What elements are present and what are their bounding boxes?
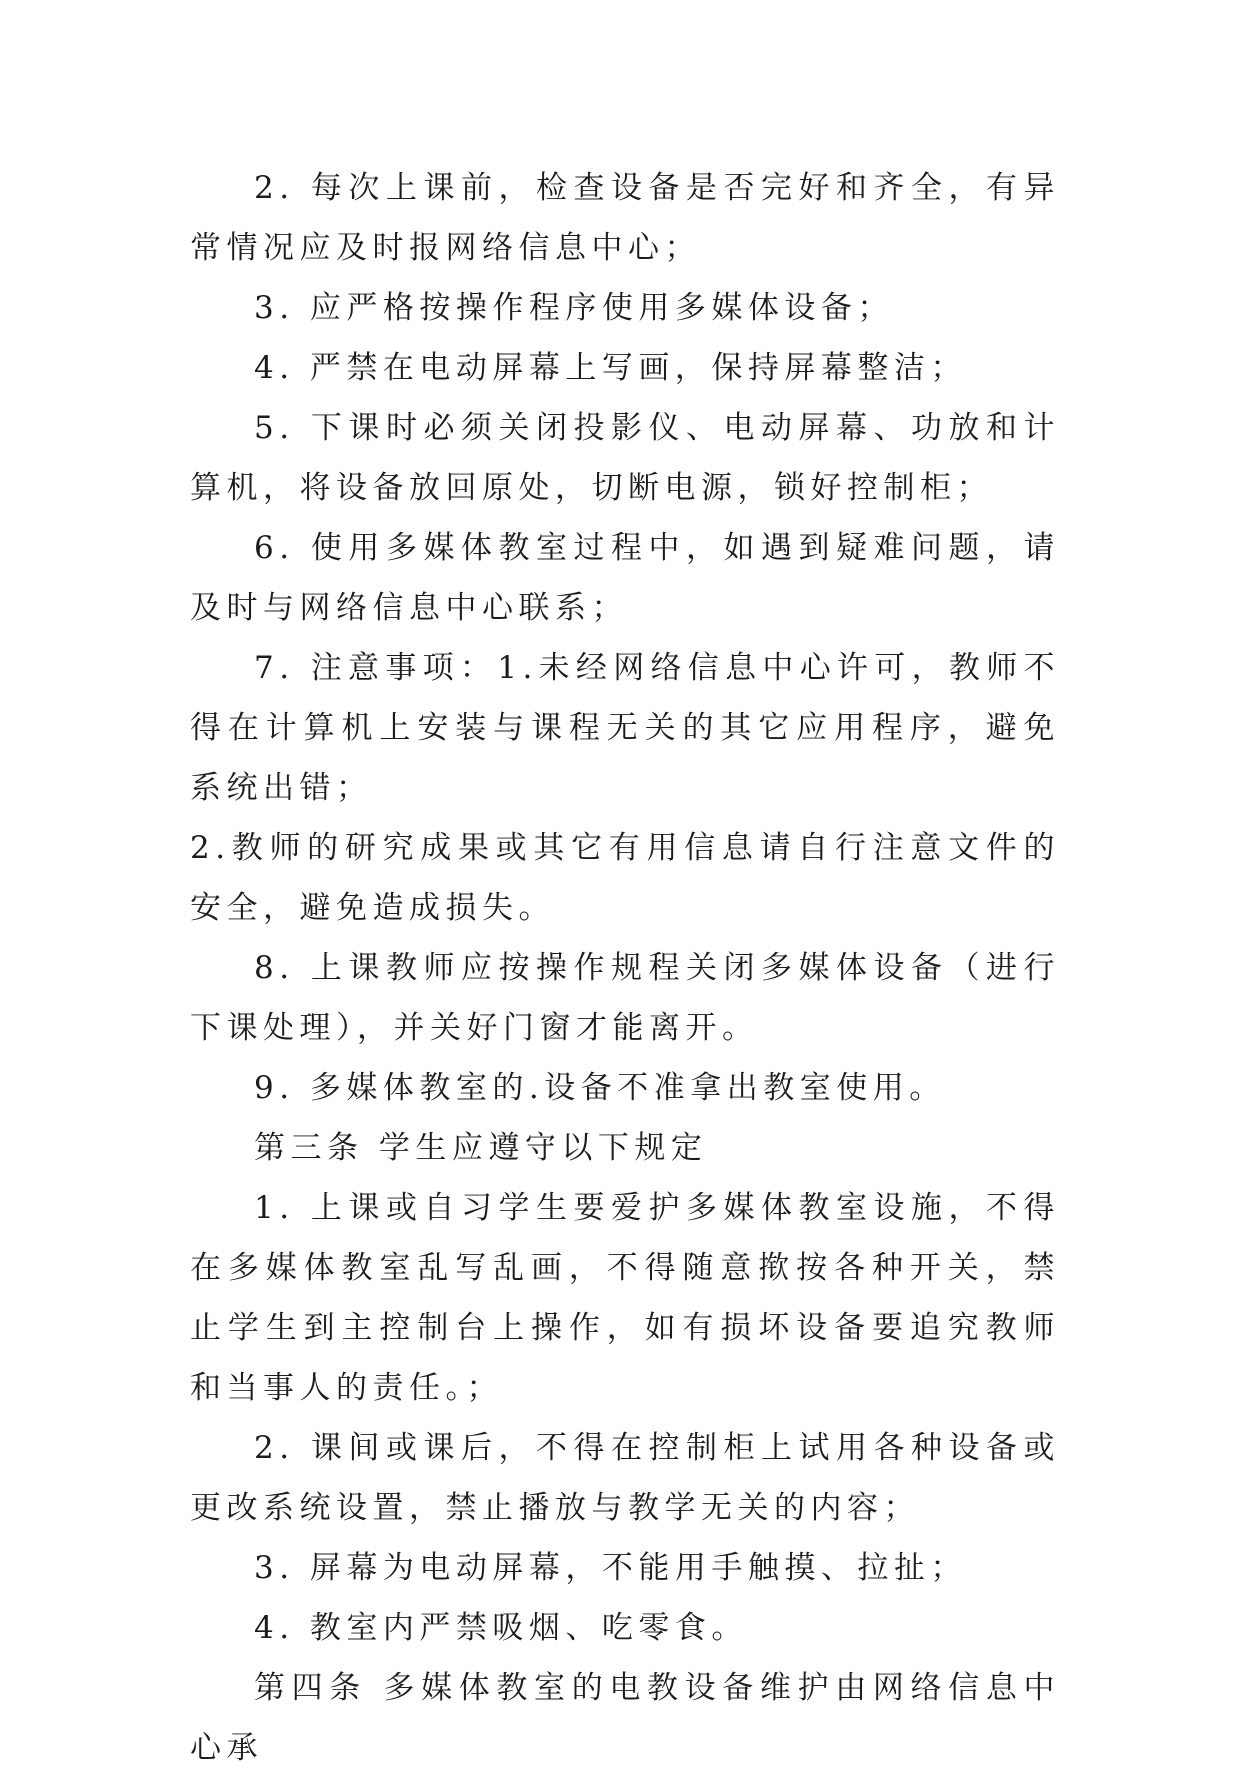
paragraph-item-8-closing-procedure: 8. 上课教师应按操作规程关闭多媒体设备（进行下课处理），并关好门窗才能离开。 [190, 950, 1060, 1046]
paragraph-student-rule-2: 2. 课间或课后，不得在控制柜上试用各种设备或更改系统设置，禁止播放与教学无关的内容； [190, 1430, 1060, 1526]
document-body [190, 158, 1060, 1778]
paragraph-student-rule-4: 4. 教室内严禁吸烟、吃零食。 [254, 1610, 748, 1646]
paragraph-item-7-notes-continued: 2.教师的研究成果或其它有用信息请自行注意文件的安全，避免造成损失。 [190, 830, 1060, 926]
paragraph-item-2-equipment-check: 2. 每次上课前，检查设备是否完好和齐全，有异常情况应及时报网络信息中心； [190, 170, 1060, 266]
paragraph-item-6-contact-center: 6. 使用多媒体教室过程中，如遇到疑难问题，请及时与网络信息中心联系； [190, 530, 1060, 626]
paragraph-student-rule-1: 1. 上课或自习学生要爱护多媒体教室设施，不得在多媒体教室乱写乱画，不得随意揿按各种开关，禁止学生到主控制台上操作，如有损坏设备要追究教师和当事人的责任。； [190, 1190, 1060, 1406]
section-heading-article-3: 第三条 学生应遵守以下规定 [254, 1130, 708, 1166]
paragraph-student-rule-3: 3. 屏幕为电动屏幕，不能用手触摸、拉扯； [254, 1550, 967, 1586]
paragraph-item-7-notes: 7. 注意事项：1.未经网络信息中心许可，教师不得在计算机上安装与课程无关的其它应用程序，避免系统出错； [190, 650, 1060, 806]
paragraph-item-5-after-class-shutdown: 5. 下课时必须关闭投影仪、电动屏幕、功放和计算机，将设备放回原处，切断电源，锁好控制柜； [190, 410, 1060, 506]
section-heading-article-4: 第四条 多媒体教室的电教设备维护由网络信息中心承 [190, 1670, 1060, 1766]
paragraph-item-3-operating-procedure: 3. 应严格按操作程序使用多媒体设备； [254, 290, 894, 326]
paragraph-item-9-no-removal: 9. 多媒体教室的.设备不准拿出教室使用。 [254, 1070, 946, 1106]
paragraph-item-4-screen-care: 4. 严禁在电动屏幕上写画，保持屏幕整洁； [254, 350, 967, 386]
